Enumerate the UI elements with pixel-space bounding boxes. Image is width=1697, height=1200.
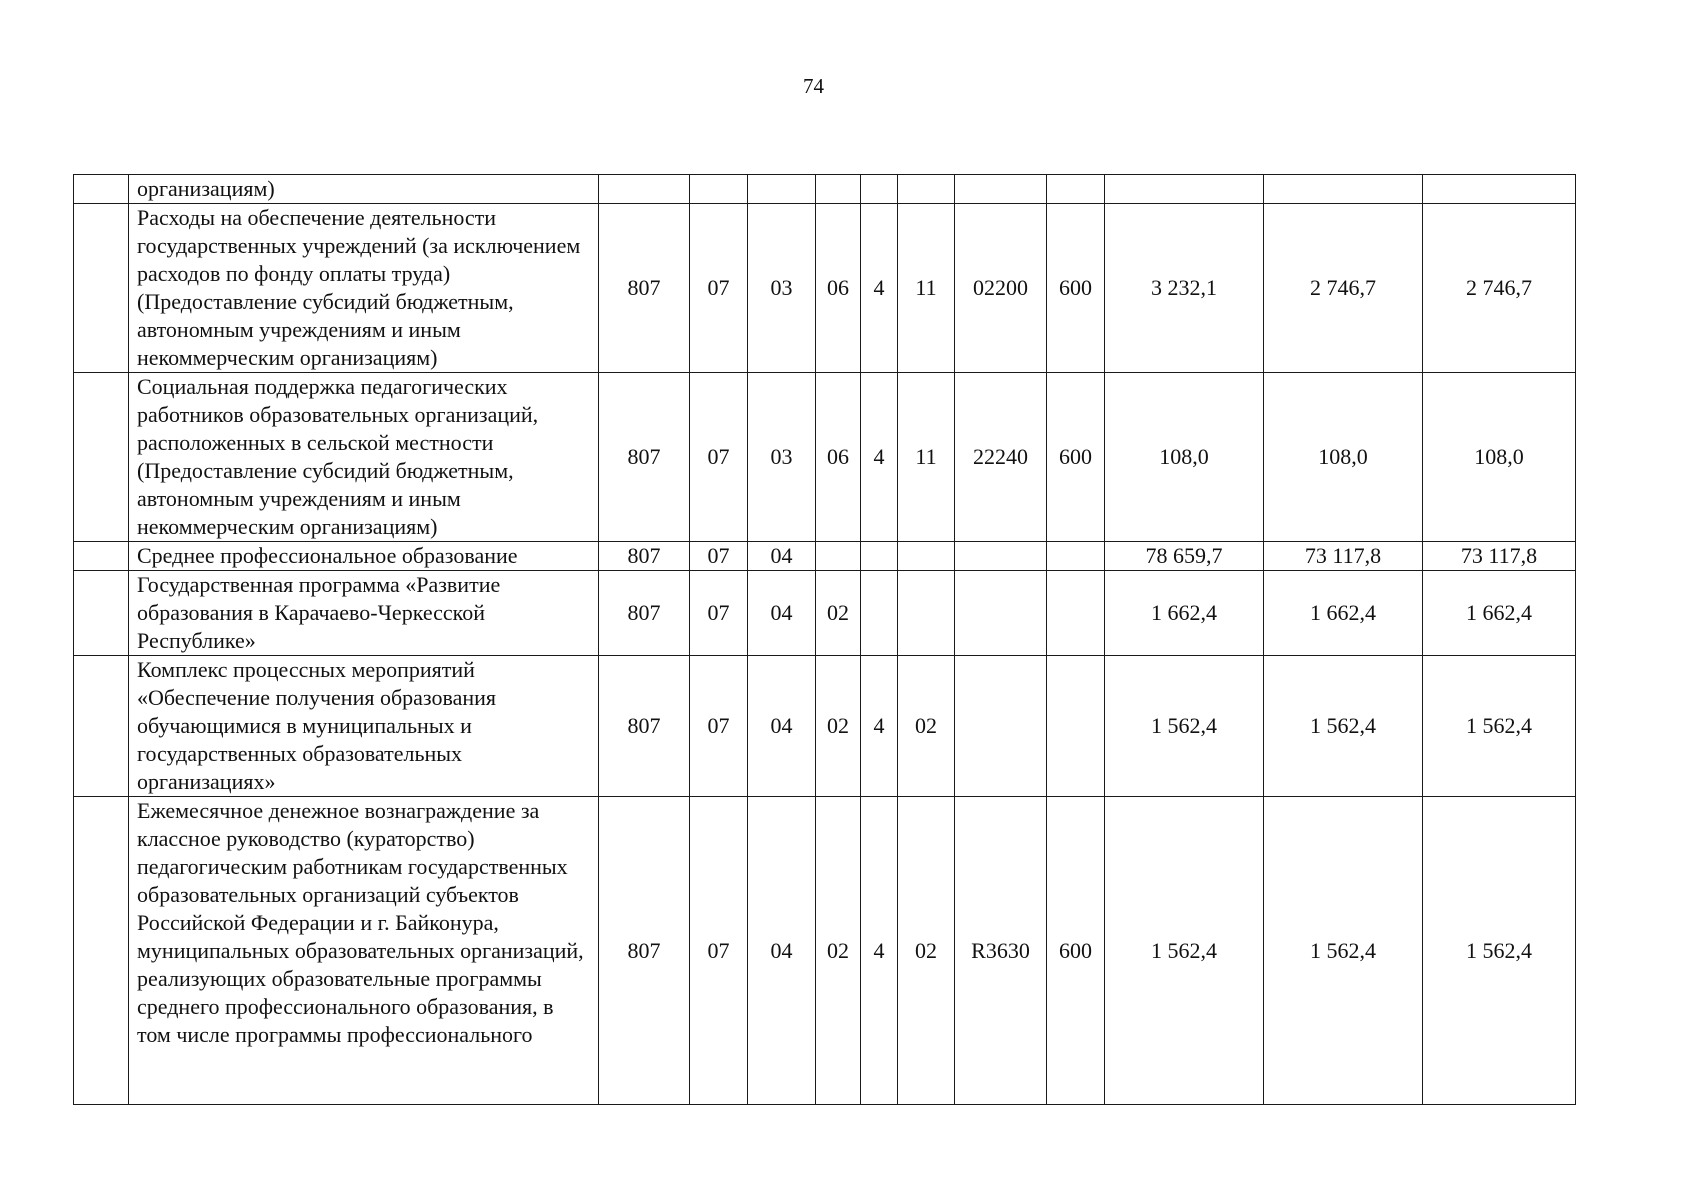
- item-name: Комплекс процессных мероприятий «Обеспечение получения образования обучающимися в муниципальных и государственных образовательных организациях»: [129, 656, 599, 797]
- amount-year-1: 78 659,7: [1105, 542, 1264, 571]
- section-code: 07: [690, 797, 748, 1105]
- amount-year-3: 2 746,7: [1423, 204, 1576, 373]
- subsection-code: 03: [748, 373, 816, 542]
- subsection-code: 03: [748, 204, 816, 373]
- ministry-code: 807: [599, 797, 690, 1105]
- ministry-code: 807: [599, 204, 690, 373]
- amount-year-2: 108,0: [1264, 373, 1423, 542]
- amount-year-2: 1 662,4: [1264, 571, 1423, 656]
- amount-year-3: 1 562,4: [1423, 656, 1576, 797]
- budget-table: [73, 174, 1576, 1105]
- subprogram-type-code: [861, 175, 898, 204]
- row-marker-cell: [74, 175, 129, 204]
- row-marker-cell: [74, 656, 129, 797]
- amount-year-1: 1 662,4: [1105, 571, 1264, 656]
- amount-year-2: 1 562,4: [1264, 797, 1423, 1105]
- ministry-code: 807: [599, 373, 690, 542]
- subprogram-code: [898, 571, 955, 656]
- amount-year-3: 1 662,4: [1423, 571, 1576, 656]
- section-code: 07: [690, 542, 748, 571]
- item-name: Ежемесячное денежное вознаграждение за классное руководство (кураторство) педагогическим работникам государственных образовательных организаций субъектов Российской Федерации и г. Байконура, муниципальных образовательных организаций, реализующих образовательные программы среднего профессионального образования, в том числе программы профессионального: [129, 797, 599, 1105]
- table-row: [74, 542, 1576, 571]
- ministry-code: 807: [599, 571, 690, 656]
- section-code: 07: [690, 204, 748, 373]
- amount-year-3: 73 117,8: [1423, 542, 1576, 571]
- table-row: [74, 571, 1576, 656]
- item-name: Среднее профессиональное образование: [129, 542, 599, 571]
- subprogram-code: 02: [898, 656, 955, 797]
- direction-code: R3630: [955, 797, 1047, 1105]
- row-marker-cell: [74, 797, 129, 1105]
- subsection-code: [748, 175, 816, 204]
- expense-type-code: 600: [1047, 797, 1105, 1105]
- subprogram-code: 11: [898, 204, 955, 373]
- ministry-code: 807: [599, 542, 690, 571]
- amount-year-3: 108,0: [1423, 373, 1576, 542]
- subsection-code: 04: [748, 797, 816, 1105]
- item-name: Государственная программа «Развитие образования в Карачаево-Черкесской Республике»: [129, 571, 599, 656]
- expense-type-code: [1047, 542, 1105, 571]
- amount-year-2: [1264, 175, 1423, 204]
- table-row: [74, 175, 1576, 204]
- subprogram-code: 02: [898, 797, 955, 1105]
- subprogram-type-code: 4: [861, 797, 898, 1105]
- amount-year-1: 1 562,4: [1105, 656, 1264, 797]
- item-name: Социальная поддержка педагогических работников образовательных организаций, расположенных в сельской местности (Предоставление субсидий бюджетным, автономным учреждениям и иным некоммерческим организациям): [129, 373, 599, 542]
- program-code: 06: [816, 373, 861, 542]
- program-code: 02: [816, 797, 861, 1105]
- row-marker-cell: [74, 204, 129, 373]
- expense-type-code: [1047, 571, 1105, 656]
- table-row: [74, 373, 1576, 542]
- table-row: [74, 797, 1576, 1105]
- amount-year-2: 1 562,4: [1264, 656, 1423, 797]
- expense-type-code: [1047, 175, 1105, 204]
- direction-code: [955, 656, 1047, 797]
- amount-year-3: [1423, 175, 1576, 204]
- item-name: Расходы на обеспечение деятельности государственных учреждений (за исключением расходов по фонду оплаты труда) (Предоставление субсидий бюджетным, автономным учреждениям и иным некоммерческим организациям): [129, 204, 599, 373]
- direction-code: [955, 542, 1047, 571]
- amount-year-2: 2 746,7: [1264, 204, 1423, 373]
- direction-code: [955, 571, 1047, 656]
- program-code: 02: [816, 656, 861, 797]
- section-code: 07: [690, 656, 748, 797]
- section-code: 07: [690, 373, 748, 542]
- subprogram-code: [898, 542, 955, 571]
- program-code: 06: [816, 204, 861, 373]
- table-row: [74, 656, 1576, 797]
- subsection-code: 04: [748, 542, 816, 571]
- amount-year-1: 108,0: [1105, 373, 1264, 542]
- subsection-code: 04: [748, 571, 816, 656]
- amount-year-3: 1 562,4: [1423, 797, 1576, 1105]
- amount-year-2: 73 117,8: [1264, 542, 1423, 571]
- row-marker-cell: [74, 373, 129, 542]
- table-row: [74, 204, 1576, 373]
- program-code: [816, 542, 861, 571]
- program-code: [816, 175, 861, 204]
- ministry-code: [599, 175, 690, 204]
- subsection-code: 04: [748, 656, 816, 797]
- expense-type-code: 600: [1047, 204, 1105, 373]
- direction-code: [955, 175, 1047, 204]
- page-number: 74: [803, 74, 824, 98]
- subprogram-type-code: [861, 571, 898, 656]
- subprogram-code: 11: [898, 373, 955, 542]
- row-marker-cell: [74, 542, 129, 571]
- section-code: 07: [690, 571, 748, 656]
- subprogram-type-code: 4: [861, 373, 898, 542]
- amount-year-1: 1 562,4: [1105, 797, 1264, 1105]
- subprogram-code: [898, 175, 955, 204]
- amount-year-1: [1105, 175, 1264, 204]
- expense-type-code: [1047, 656, 1105, 797]
- row-marker-cell: [74, 571, 129, 656]
- subprogram-type-code: 4: [861, 204, 898, 373]
- direction-code: 22240: [955, 373, 1047, 542]
- ministry-code: 807: [599, 656, 690, 797]
- program-code: 02: [816, 571, 861, 656]
- subprogram-type-code: 4: [861, 656, 898, 797]
- expense-type-code: 600: [1047, 373, 1105, 542]
- amount-year-1: 3 232,1: [1105, 204, 1264, 373]
- section-code: [690, 175, 748, 204]
- direction-code: 02200: [955, 204, 1047, 373]
- subprogram-type-code: [861, 542, 898, 571]
- item-name: организациям): [129, 175, 599, 204]
